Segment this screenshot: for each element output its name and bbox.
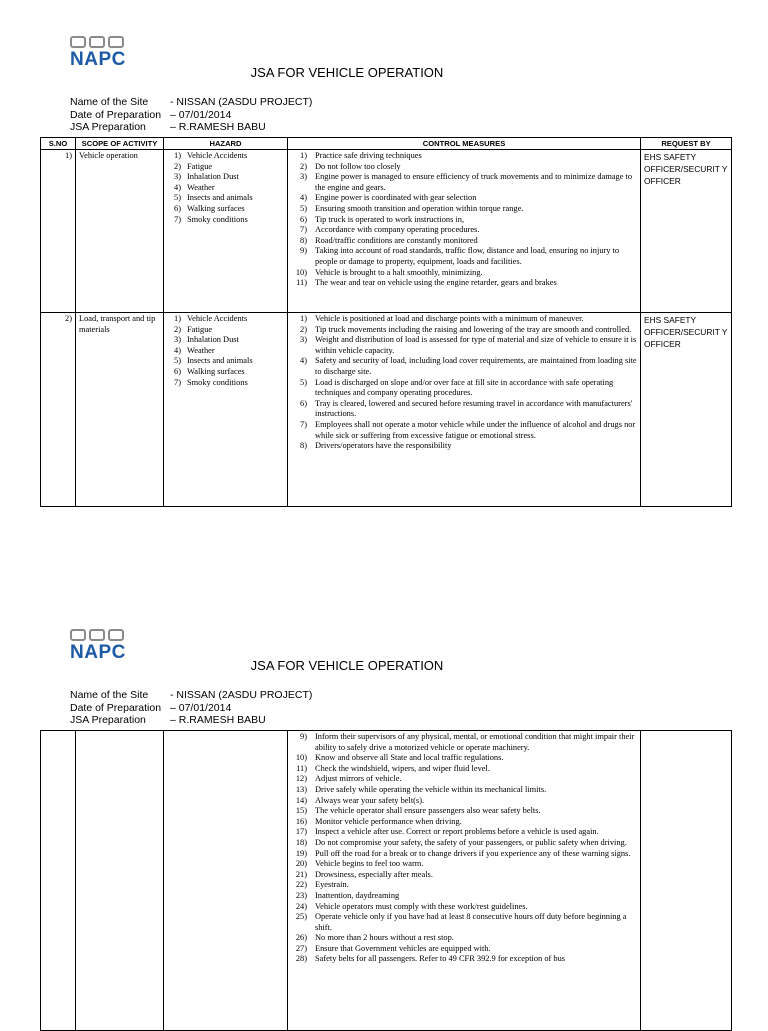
list-item (167, 314, 284, 325)
item-text: Weather (187, 182, 215, 192)
item-text: Inspect a vehicle after use. Correct or report problems before a vehicle is used again. (315, 827, 599, 837)
list-item (291, 268, 637, 279)
list-item (291, 325, 637, 336)
list-item (291, 827, 637, 838)
list-item (291, 806, 637, 817)
meta-value: - NISSAN (2ASDU PROJECT) (170, 96, 313, 108)
item-number: 7) (300, 419, 307, 429)
item-text: Monitor vehicle performance when driving. (315, 816, 462, 826)
list-item (291, 441, 637, 452)
row-scope: Vehicle operation (76, 150, 164, 313)
item-text: Taking into account of road standards, traffic flow, distance and load, ensuring no injury to people or damage to property, equipment, loads and facilities. (315, 246, 620, 266)
item-number: 4) (300, 193, 307, 203)
item-text: Vehicle Accidents (187, 314, 248, 323)
meta-value: – R.RAMESH BABU (170, 714, 266, 726)
list-item (291, 215, 637, 226)
item-text: Engine power is managed to ensure efficiency of truck movements and to minimize damage to the engine and gears. (315, 172, 633, 192)
row-sno (41, 731, 76, 1031)
list-item (167, 193, 284, 204)
table-row (41, 313, 732, 507)
napc-logo (70, 36, 150, 68)
list-item (291, 774, 637, 785)
item-text: Road/traffic conditions are constantly monitored (315, 235, 478, 245)
item-number: 25) (295, 912, 307, 922)
header-request-by: REQUEST BY (641, 138, 732, 150)
item-number: 7) (300, 225, 307, 235)
item-text: Vehicle is brought to a halt smoothly, minimizing. (315, 267, 483, 277)
meta-value: – 07/01/2014 (170, 701, 232, 714)
item-text: Employees shall not operate a motor vehicle while under the influence of alcohol and drugs nor while sick or suffering from excessive fatigue or emotional stress. (315, 419, 636, 440)
item-text: Pull off the road for a break or to change drivers if you experience any of these warning signs. (315, 848, 631, 858)
item-text: Smoky conditions (187, 377, 248, 387)
list-item (291, 225, 637, 236)
item-number: 9) (300, 732, 307, 741)
item-text: Know and observe all State and local traffic regulations. (315, 753, 504, 763)
item-text: Tip truck movements including the raising and lowering of the tray are smooth and controlled. (315, 324, 632, 334)
item-number: 19) (295, 848, 307, 858)
item-text: Tray is cleared, lowered and secured before resuming travel in accordance with manufacturers' instructions. (315, 398, 633, 419)
item-text: Safety and security of load, including load cover requirements, are maintained from loading site to discharge site. (315, 356, 637, 376)
item-number: 7) (174, 214, 181, 224)
row-hazards (164, 731, 288, 1031)
meta-key: JSA Preparation (70, 714, 146, 726)
item-number: 9) (300, 246, 307, 256)
list-item (167, 204, 284, 215)
list-item (291, 278, 637, 289)
item-number: 16) (295, 816, 307, 826)
meta-key: JSA Preparation (70, 121, 146, 133)
list-item (291, 753, 637, 764)
list-item (291, 151, 637, 162)
item-number: 10) (295, 753, 307, 763)
meta-key: Date of Preparation (70, 701, 162, 714)
item-number: 7) (174, 377, 181, 387)
list-item (291, 954, 637, 965)
item-text: Engine power is coordinated with gear selection (315, 193, 477, 203)
list-item (291, 933, 637, 944)
list-item (167, 346, 284, 357)
item-number: 4) (300, 356, 307, 366)
document-meta (70, 689, 312, 727)
item-text: Weight and distribution of load is assessed for type of material and size of vehicle to ensure it is within vehicle capacity. (315, 335, 637, 355)
item-number: 4) (174, 345, 181, 355)
item-text: Always wear your safety belt(s). (315, 795, 425, 805)
item-text: Smoky conditions (187, 214, 248, 224)
list-item (291, 356, 637, 377)
item-number: 2) (300, 161, 307, 171)
list-item (291, 817, 637, 828)
item-text: Inattention, daydreaming (315, 890, 400, 900)
item-number: 21) (295, 869, 307, 879)
item-number: 11) (296, 278, 307, 288)
item-number: 4) (174, 182, 181, 192)
item-text: Vehicle operators must comply with these work/rest guidelines. (315, 901, 528, 911)
list-item (291, 764, 637, 775)
item-text: Operate vehicle only if you have had at least 8 consecutive hours off duty before beginning a shift. (315, 912, 627, 932)
item-text: The wear and tear on vehicle using the engine retarder, gears and brakes (315, 278, 557, 288)
item-text: Ensure that Government vehicles are equipped with. (315, 943, 491, 953)
item-number: 1) (174, 314, 181, 323)
item-text: Fatigue (187, 161, 213, 171)
list-item (291, 849, 637, 860)
item-number: 6) (174, 203, 181, 213)
item-number: 2) (174, 324, 181, 334)
list-item (291, 172, 637, 193)
meta-key: Date of Preparation (70, 108, 162, 121)
list-item (291, 902, 637, 913)
item-text: Do not compromise your safety, the safety of your passengers, or public safety when driving. (315, 837, 627, 847)
list-item (291, 236, 637, 247)
list-item (167, 151, 284, 162)
list-item (167, 215, 284, 226)
item-text: Check the windshield, wipers, and wiper fluid level. (315, 763, 490, 773)
item-text: Ensuring smooth transition and operation within torque range. (315, 203, 524, 213)
row-hazards (164, 150, 288, 313)
list-item (291, 162, 637, 173)
jsa-table (40, 137, 732, 507)
item-text: Practice safe driving techniques (315, 151, 422, 160)
item-text: No more than 2 hours without a rest stop. (315, 933, 454, 943)
meta-key: Name of the Site (70, 96, 149, 108)
list-item (291, 870, 637, 881)
item-text: Weather (187, 345, 215, 355)
item-number: 1) (300, 151, 307, 160)
item-number: 8) (300, 441, 307, 451)
list-item (291, 944, 637, 955)
list-item (167, 172, 284, 183)
list-item (291, 204, 637, 215)
item-number: 28) (295, 954, 307, 964)
item-text: Insects and animals (187, 193, 253, 203)
item-text: Inform their supervisors of any physical, mental, or emotional condition that might impair their ability to safely drive a motorized vehicle or operate machinery. (315, 732, 635, 752)
logo-wordmark: NAPC (70, 642, 126, 663)
row-scope (76, 731, 164, 1031)
item-number: 17) (295, 827, 307, 837)
list-item (291, 912, 637, 933)
item-number: 1) (174, 151, 181, 160)
header-sno: S.NO (41, 138, 76, 150)
item-text: Walking surfaces (187, 203, 245, 213)
list-item (167, 335, 284, 346)
item-text: Eyestrain. (315, 880, 349, 890)
item-text: Insects and animals (187, 356, 253, 366)
list-item (291, 796, 637, 807)
list-item (291, 420, 637, 441)
logo-wordmark: NAPC (70, 49, 126, 70)
row-request-by: EHS SAFETY OFFICER/SECURIT Y OFFICER (641, 313, 732, 507)
item-text: Tip truck is operated to work instructions in, (315, 214, 465, 224)
row-request-by: EHS SAFETY OFFICER/SECURIT Y OFFICER (641, 150, 732, 313)
item-text: Safety belts for all passengers. Refer to 49 CFR 392.9 for exception of bus (315, 954, 566, 964)
item-number: 2) (300, 324, 307, 334)
item-number: 5) (300, 377, 307, 387)
list-item (291, 314, 637, 325)
list-item (291, 732, 637, 753)
item-text: Drivers/operators have the responsibility (315, 441, 452, 451)
item-number: 15) (295, 806, 307, 816)
row-controls (288, 313, 641, 507)
item-text: Do not follow too closely (315, 161, 401, 171)
list-item (167, 162, 284, 173)
item-number: 18) (295, 837, 307, 847)
header-scope: SCOPE OF ACTIVITY (76, 138, 164, 150)
header-control-measures: CONTROL MEASURES (288, 138, 641, 150)
row-sno: 1) (41, 150, 76, 313)
page-title: JSA FOR VEHICLE OPERATION (250, 65, 444, 80)
item-text: Inhalation Dust (187, 335, 239, 345)
item-number: 27) (295, 943, 307, 953)
list-item (291, 335, 637, 356)
jsa-table-continued (40, 730, 732, 1031)
row-controls (288, 150, 641, 313)
item-text: Drive safely while operating the vehicle within its mechanical limits. (315, 784, 547, 794)
item-number: 26) (295, 933, 307, 943)
item-text: Inhalation Dust (187, 172, 239, 182)
list-item (167, 378, 284, 389)
item-number: 3) (300, 335, 307, 345)
item-number: 23) (295, 890, 307, 900)
item-text: Walking surfaces (187, 366, 245, 376)
list-item (291, 399, 637, 420)
item-text: Load is discharged on slope and/or over face at fill site in accordance with safe operating techniques and company operating procedures. (315, 377, 614, 398)
item-number: 1) (300, 314, 307, 323)
header-hazard: HAZARD (164, 138, 288, 150)
list-item (167, 356, 284, 367)
item-number: 6) (300, 398, 307, 408)
list-item (167, 325, 284, 336)
item-number: 6) (300, 214, 307, 224)
item-text: Drowsiness, especially after meals. (315, 869, 433, 879)
list-item (291, 785, 637, 796)
item-number: 5) (174, 193, 181, 203)
meta-value: - NISSAN (2ASDU PROJECT) (170, 689, 313, 701)
row-scope: Load, transport and tip materials (76, 313, 164, 507)
item-number: 8) (300, 235, 307, 245)
row-hazards (164, 313, 288, 507)
item-number: 3) (174, 172, 181, 182)
item-number: 3) (174, 335, 181, 345)
list-item (167, 367, 284, 378)
meta-key: Name of the Site (70, 689, 149, 701)
logo-mark-icon (70, 36, 150, 49)
list-item (291, 246, 637, 267)
list-item (291, 378, 637, 399)
item-text: Fatigue (187, 324, 213, 334)
item-number: 3) (300, 172, 307, 182)
item-number: 20) (295, 859, 307, 869)
item-number: 2) (174, 161, 181, 171)
meta-value: – 07/01/2014 (170, 108, 232, 121)
item-text: Accordance with company operating procedures. (315, 225, 480, 235)
table-header-row (41, 138, 732, 150)
page-title: JSA FOR VEHICLE OPERATION (250, 658, 444, 673)
item-number: 5) (174, 356, 181, 366)
row-controls (288, 731, 641, 1031)
item-number: 10) (295, 267, 307, 277)
item-number: 12) (295, 774, 307, 784)
item-number: 5) (300, 203, 307, 213)
item-text: Adjust mirrors of vehicle. (315, 774, 402, 784)
item-number: 13) (295, 784, 307, 794)
item-number: 11) (296, 763, 307, 773)
item-number: 22) (295, 880, 307, 890)
list-item (291, 880, 637, 891)
list-item (291, 859, 637, 870)
row-request-by (641, 731, 732, 1031)
item-text: Vehicle begins to feel too warm. (315, 859, 424, 869)
list-item (291, 838, 637, 849)
document-meta (70, 96, 312, 134)
table-row (41, 731, 732, 1031)
meta-value: – R.RAMESH BABU (170, 121, 266, 133)
row-sno: 2) (41, 313, 76, 507)
item-text: The vehicle operator shall ensure passengers also wear safety belts. (315, 806, 541, 816)
item-text: Vehicle is positioned at load and discharge points with a minimum of maneuver. (315, 314, 584, 323)
item-number: 6) (174, 366, 181, 376)
list-item (291, 891, 637, 902)
logo-mark-icon (70, 629, 150, 642)
list-item (167, 183, 284, 194)
item-number: 24) (295, 901, 307, 911)
list-item (291, 193, 637, 204)
item-number: 14) (295, 795, 307, 805)
item-text: Vehicle Accidents (187, 151, 248, 160)
napc-logo (70, 629, 150, 661)
table-row (41, 150, 732, 313)
